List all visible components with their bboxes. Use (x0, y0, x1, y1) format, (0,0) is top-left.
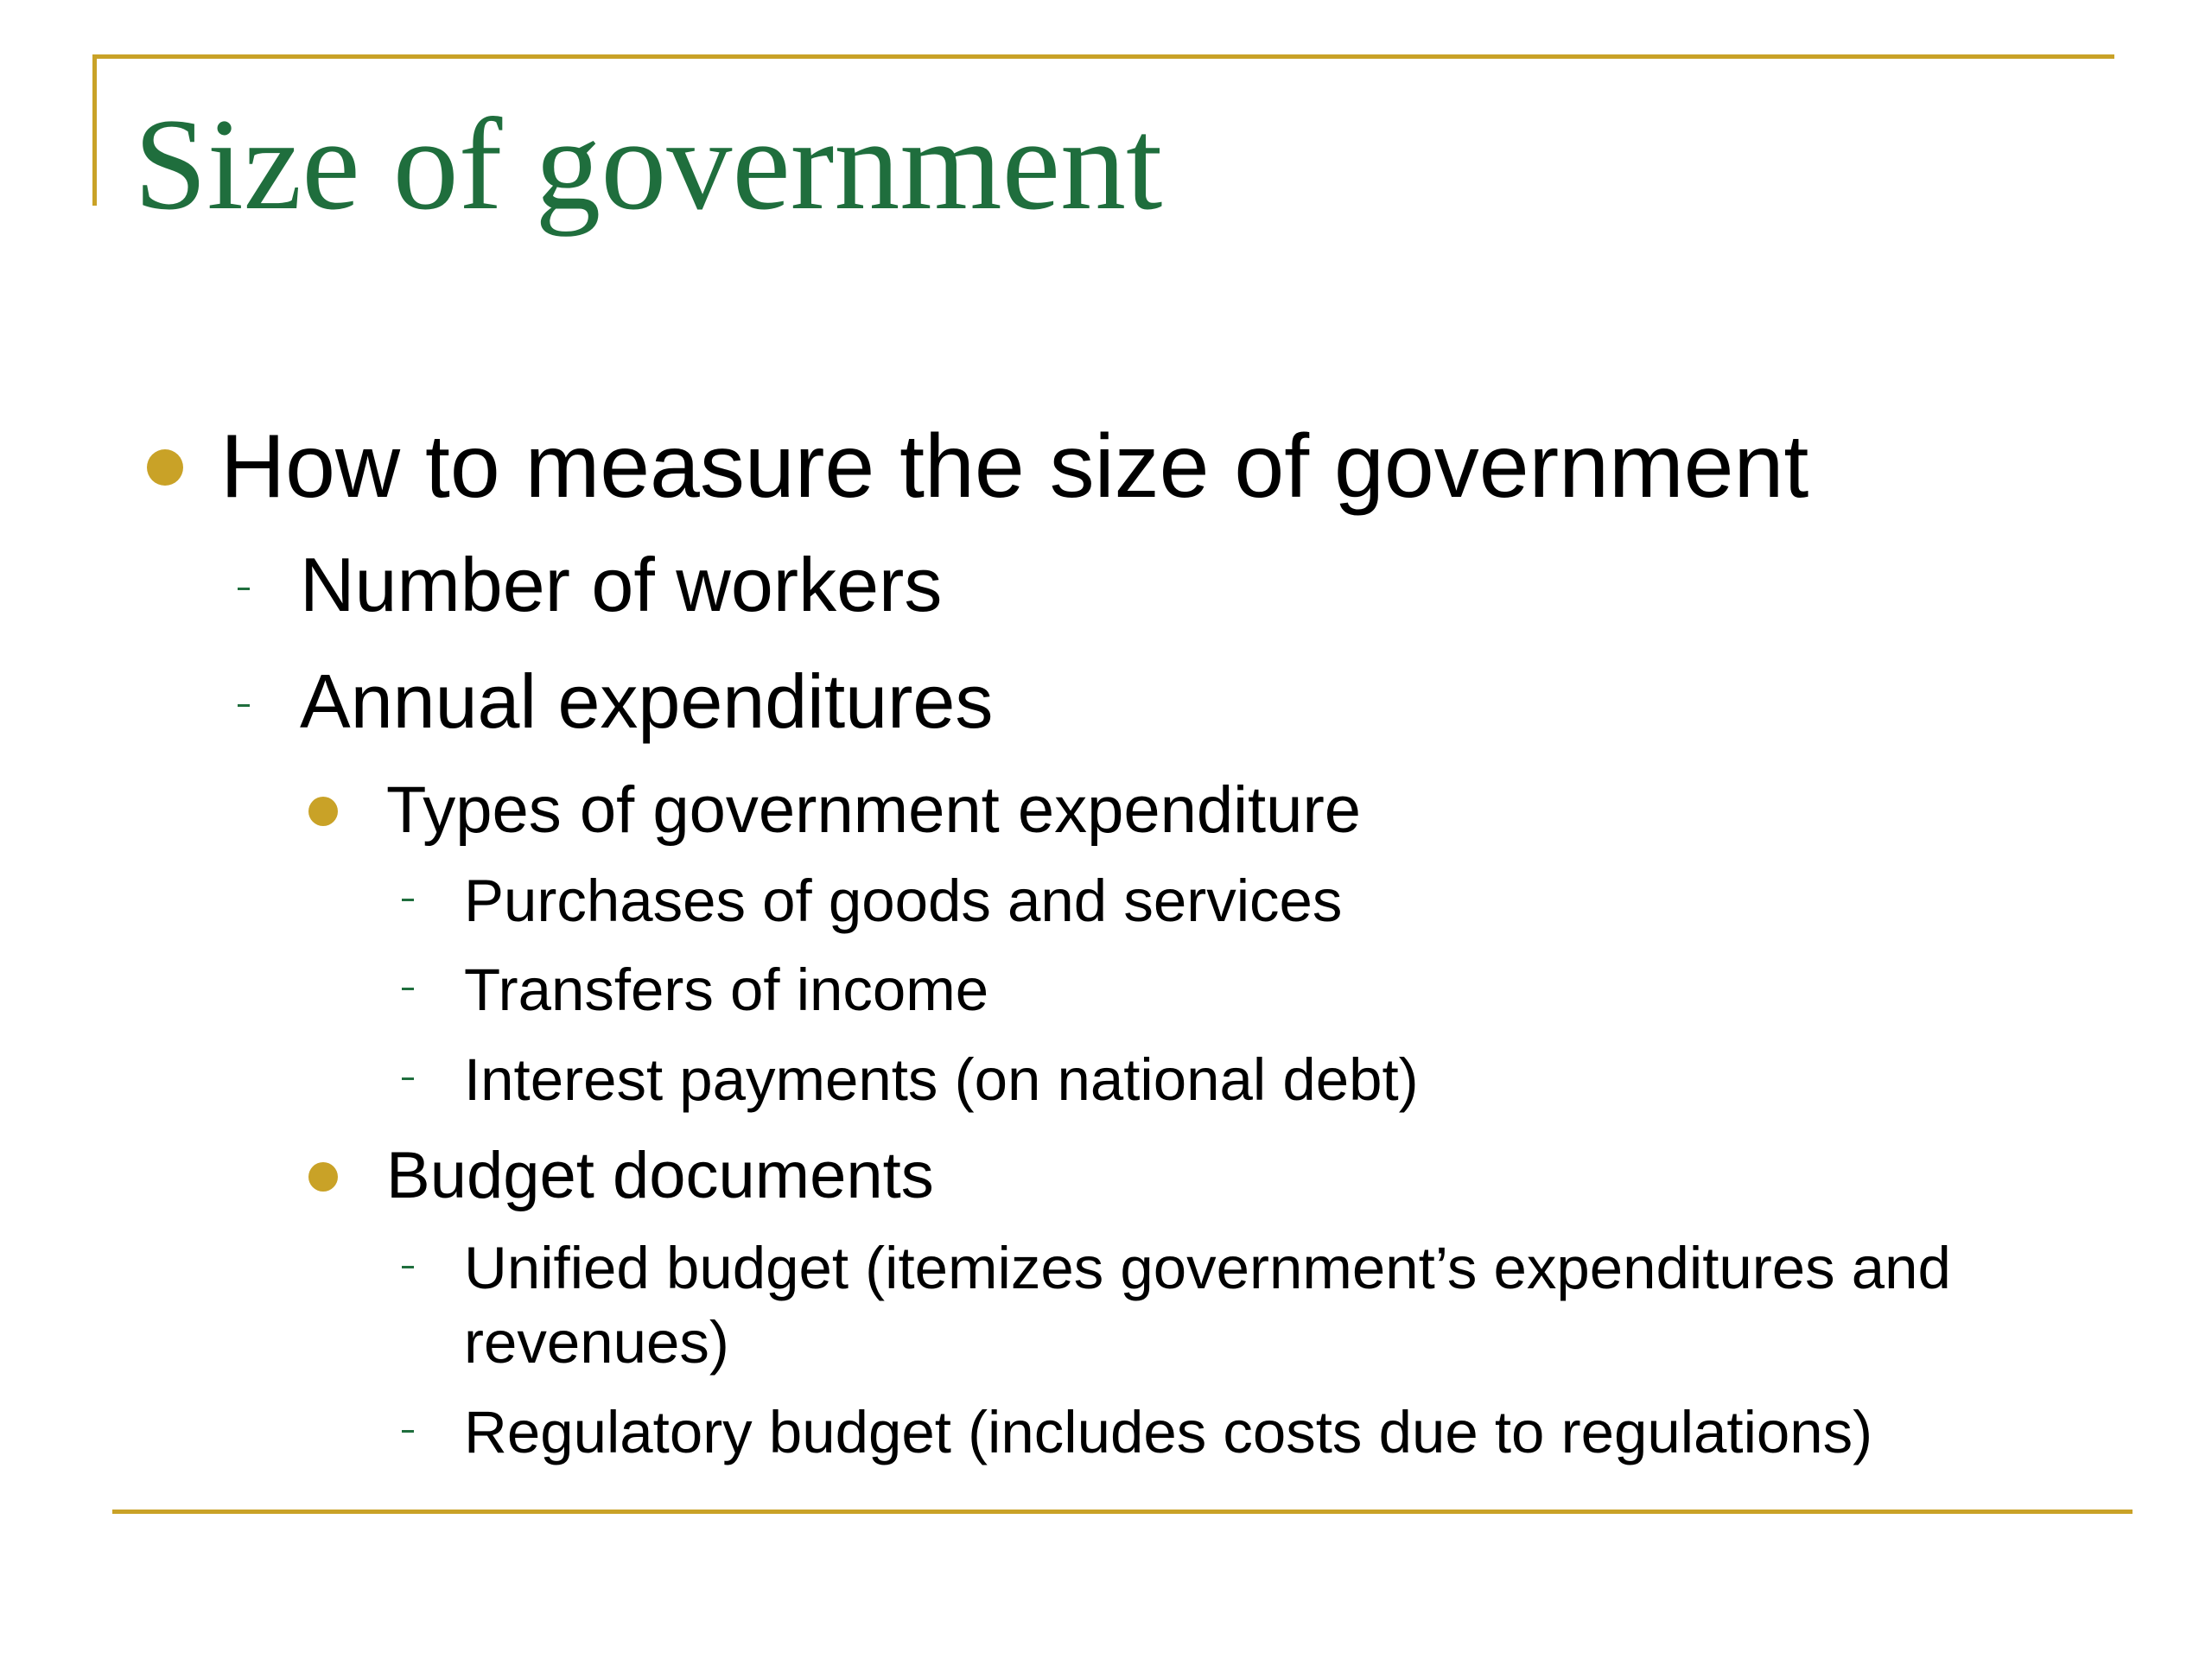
bullet-text: Annual expenditures (300, 658, 994, 744)
bullet-text: Regulatory budget (includes costs due to regulations) (464, 1399, 1873, 1465)
slide-title: Size of government (134, 92, 1163, 237)
bullet-dot-icon (308, 797, 338, 826)
dash-icon (402, 1430, 414, 1433)
top-rule (92, 54, 2114, 59)
bullet-text: How to measure the size of government (220, 416, 1809, 517)
dash-icon (402, 1077, 414, 1080)
bullet-text-continuation: revenues) (464, 1309, 729, 1376)
bullet-text: Number of workers (300, 542, 943, 627)
bullet-text: Budget documents (386, 1139, 934, 1212)
bullet-dot-icon (147, 449, 183, 486)
bullet-dot-icon (308, 1162, 338, 1192)
left-rule (92, 54, 97, 206)
bullet-text: Transfers of income (464, 957, 989, 1023)
bullet-text: Unified budget (itemizes government’s expenditures and (464, 1235, 1951, 1301)
bullet-text: Interest payments (on national debt) (464, 1046, 1419, 1113)
dash-icon (238, 704, 250, 707)
dash-icon (402, 899, 414, 901)
bottom-rule (112, 1510, 2133, 1514)
bullet-text: Purchases of goods and services (464, 868, 1343, 934)
bullet-text: Types of government expenditure (386, 773, 1362, 847)
dash-icon (402, 988, 414, 990)
dash-icon (238, 588, 250, 590)
dash-icon (402, 1266, 414, 1268)
